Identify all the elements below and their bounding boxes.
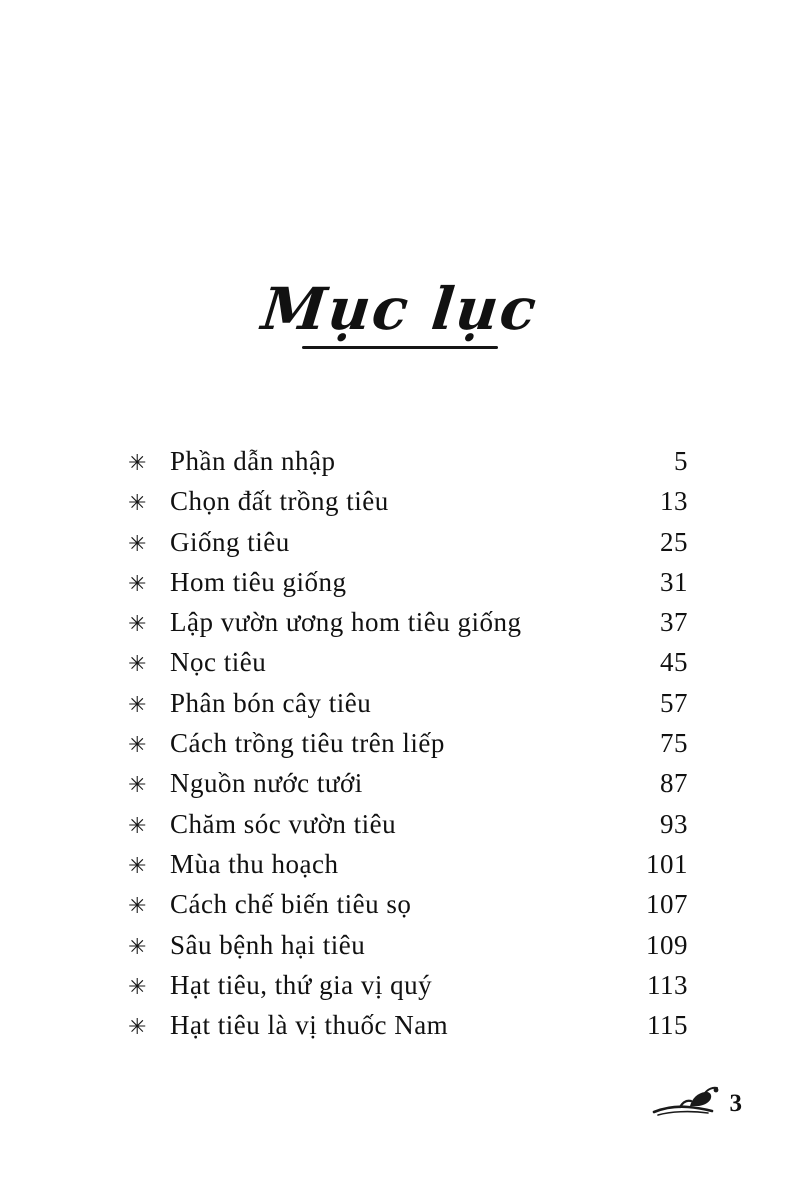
toc-entry-label: Cách chế biến tiêu sọ — [170, 889, 412, 920]
toc-row — [128, 844, 688, 884]
toc-entry-label: Nguồn nước tưới — [170, 768, 363, 799]
toc-row — [128, 441, 688, 481]
toc-row — [128, 562, 688, 602]
title-block — [0, 275, 800, 349]
asterisk-bullet-icon: ✳ — [128, 570, 147, 596]
title-underline — [302, 346, 498, 349]
page-title: Mục lục — [258, 275, 542, 343]
toc-entry-page-number: 13 — [660, 486, 688, 517]
toc-entry-page-number: 57 — [660, 687, 688, 718]
asterisk-bullet-icon: ✳ — [128, 691, 147, 717]
asterisk-bullet-icon: ✳ — [128, 732, 147, 758]
asterisk-bullet-icon: ✳ — [128, 852, 147, 878]
asterisk-bullet-icon: ✳ — [128, 812, 147, 838]
toc-row — [128, 642, 688, 682]
toc-list — [128, 441, 688, 1045]
toc-entry-page-number: 31 — [660, 566, 688, 597]
toc-entry-label: Nọc tiêu — [170, 647, 267, 678]
toc-entry-label: Chọn đất trồng tiêu — [170, 486, 389, 517]
toc-row — [128, 723, 688, 763]
footer-page-number: 3 — [729, 1090, 742, 1117]
toc-row — [128, 884, 688, 924]
toc-entry-label: Mùa thu hoạch — [170, 848, 339, 879]
toc-row — [128, 925, 688, 965]
toc-entry-label: Hom tiêu giống — [170, 566, 347, 597]
toc-entry-page-number: 25 — [660, 526, 688, 557]
toc-entry-label: Sâu bệnh hại tiêu — [170, 929, 366, 960]
toc-row — [128, 683, 688, 723]
toc-entry-page-number: 45 — [660, 647, 688, 678]
toc-entry-page-number: 5 — [674, 446, 688, 476]
decorative-sketch-icon — [650, 1084, 724, 1118]
toc-entry-label: Phần dẫn nhập — [170, 446, 336, 476]
asterisk-bullet-icon: ✳ — [128, 651, 147, 677]
toc-entry-label: Lập vườn ương hom tiêu giống — [170, 607, 522, 638]
toc-row — [128, 965, 688, 1005]
asterisk-bullet-icon: ✳ — [128, 490, 147, 516]
page-footer — [650, 1084, 743, 1118]
asterisk-bullet-icon: ✳ — [128, 611, 147, 637]
toc-entry-page-number: 75 — [660, 728, 688, 759]
toc-entry-page-number: 37 — [660, 607, 688, 638]
toc-entry-label: Phân bón cây tiêu — [170, 687, 372, 718]
asterisk-bullet-icon: ✳ — [128, 973, 147, 999]
toc-entry-page-number: 115 — [647, 1010, 688, 1041]
toc-row — [128, 763, 688, 803]
toc-entry-page-number: 113 — [647, 969, 688, 1000]
toc-row — [128, 602, 688, 642]
toc-entry-page-number: 93 — [660, 808, 688, 839]
toc-entry-label: Hạt tiêu là vị thuốc Nam — [170, 1010, 449, 1041]
toc-row — [128, 804, 688, 844]
asterisk-bullet-icon: ✳ — [128, 933, 147, 959]
toc-entry-page-number: 107 — [646, 889, 688, 920]
toc-entry-label: Hạt tiêu, thứ gia vị quý — [170, 969, 433, 1000]
toc-entry-page-number: 101 — [646, 848, 688, 879]
toc-row — [128, 1005, 688, 1045]
asterisk-bullet-icon: ✳ — [128, 450, 147, 475]
toc-entry-page-number: 109 — [646, 929, 688, 960]
toc-entry-page-number: 87 — [660, 768, 688, 799]
toc-entry-label: Chăm sóc vườn tiêu — [170, 808, 397, 839]
asterisk-bullet-icon: ✳ — [128, 530, 147, 556]
toc-row — [128, 481, 688, 521]
toc-entry-label: Cách trồng tiêu trên liếp — [170, 728, 445, 759]
toc-entry-label: Giống tiêu — [170, 526, 290, 557]
asterisk-bullet-icon: ✳ — [128, 893, 147, 919]
asterisk-bullet-icon: ✳ — [128, 1014, 147, 1040]
toc-row — [128, 522, 688, 562]
asterisk-bullet-icon: ✳ — [128, 772, 147, 798]
